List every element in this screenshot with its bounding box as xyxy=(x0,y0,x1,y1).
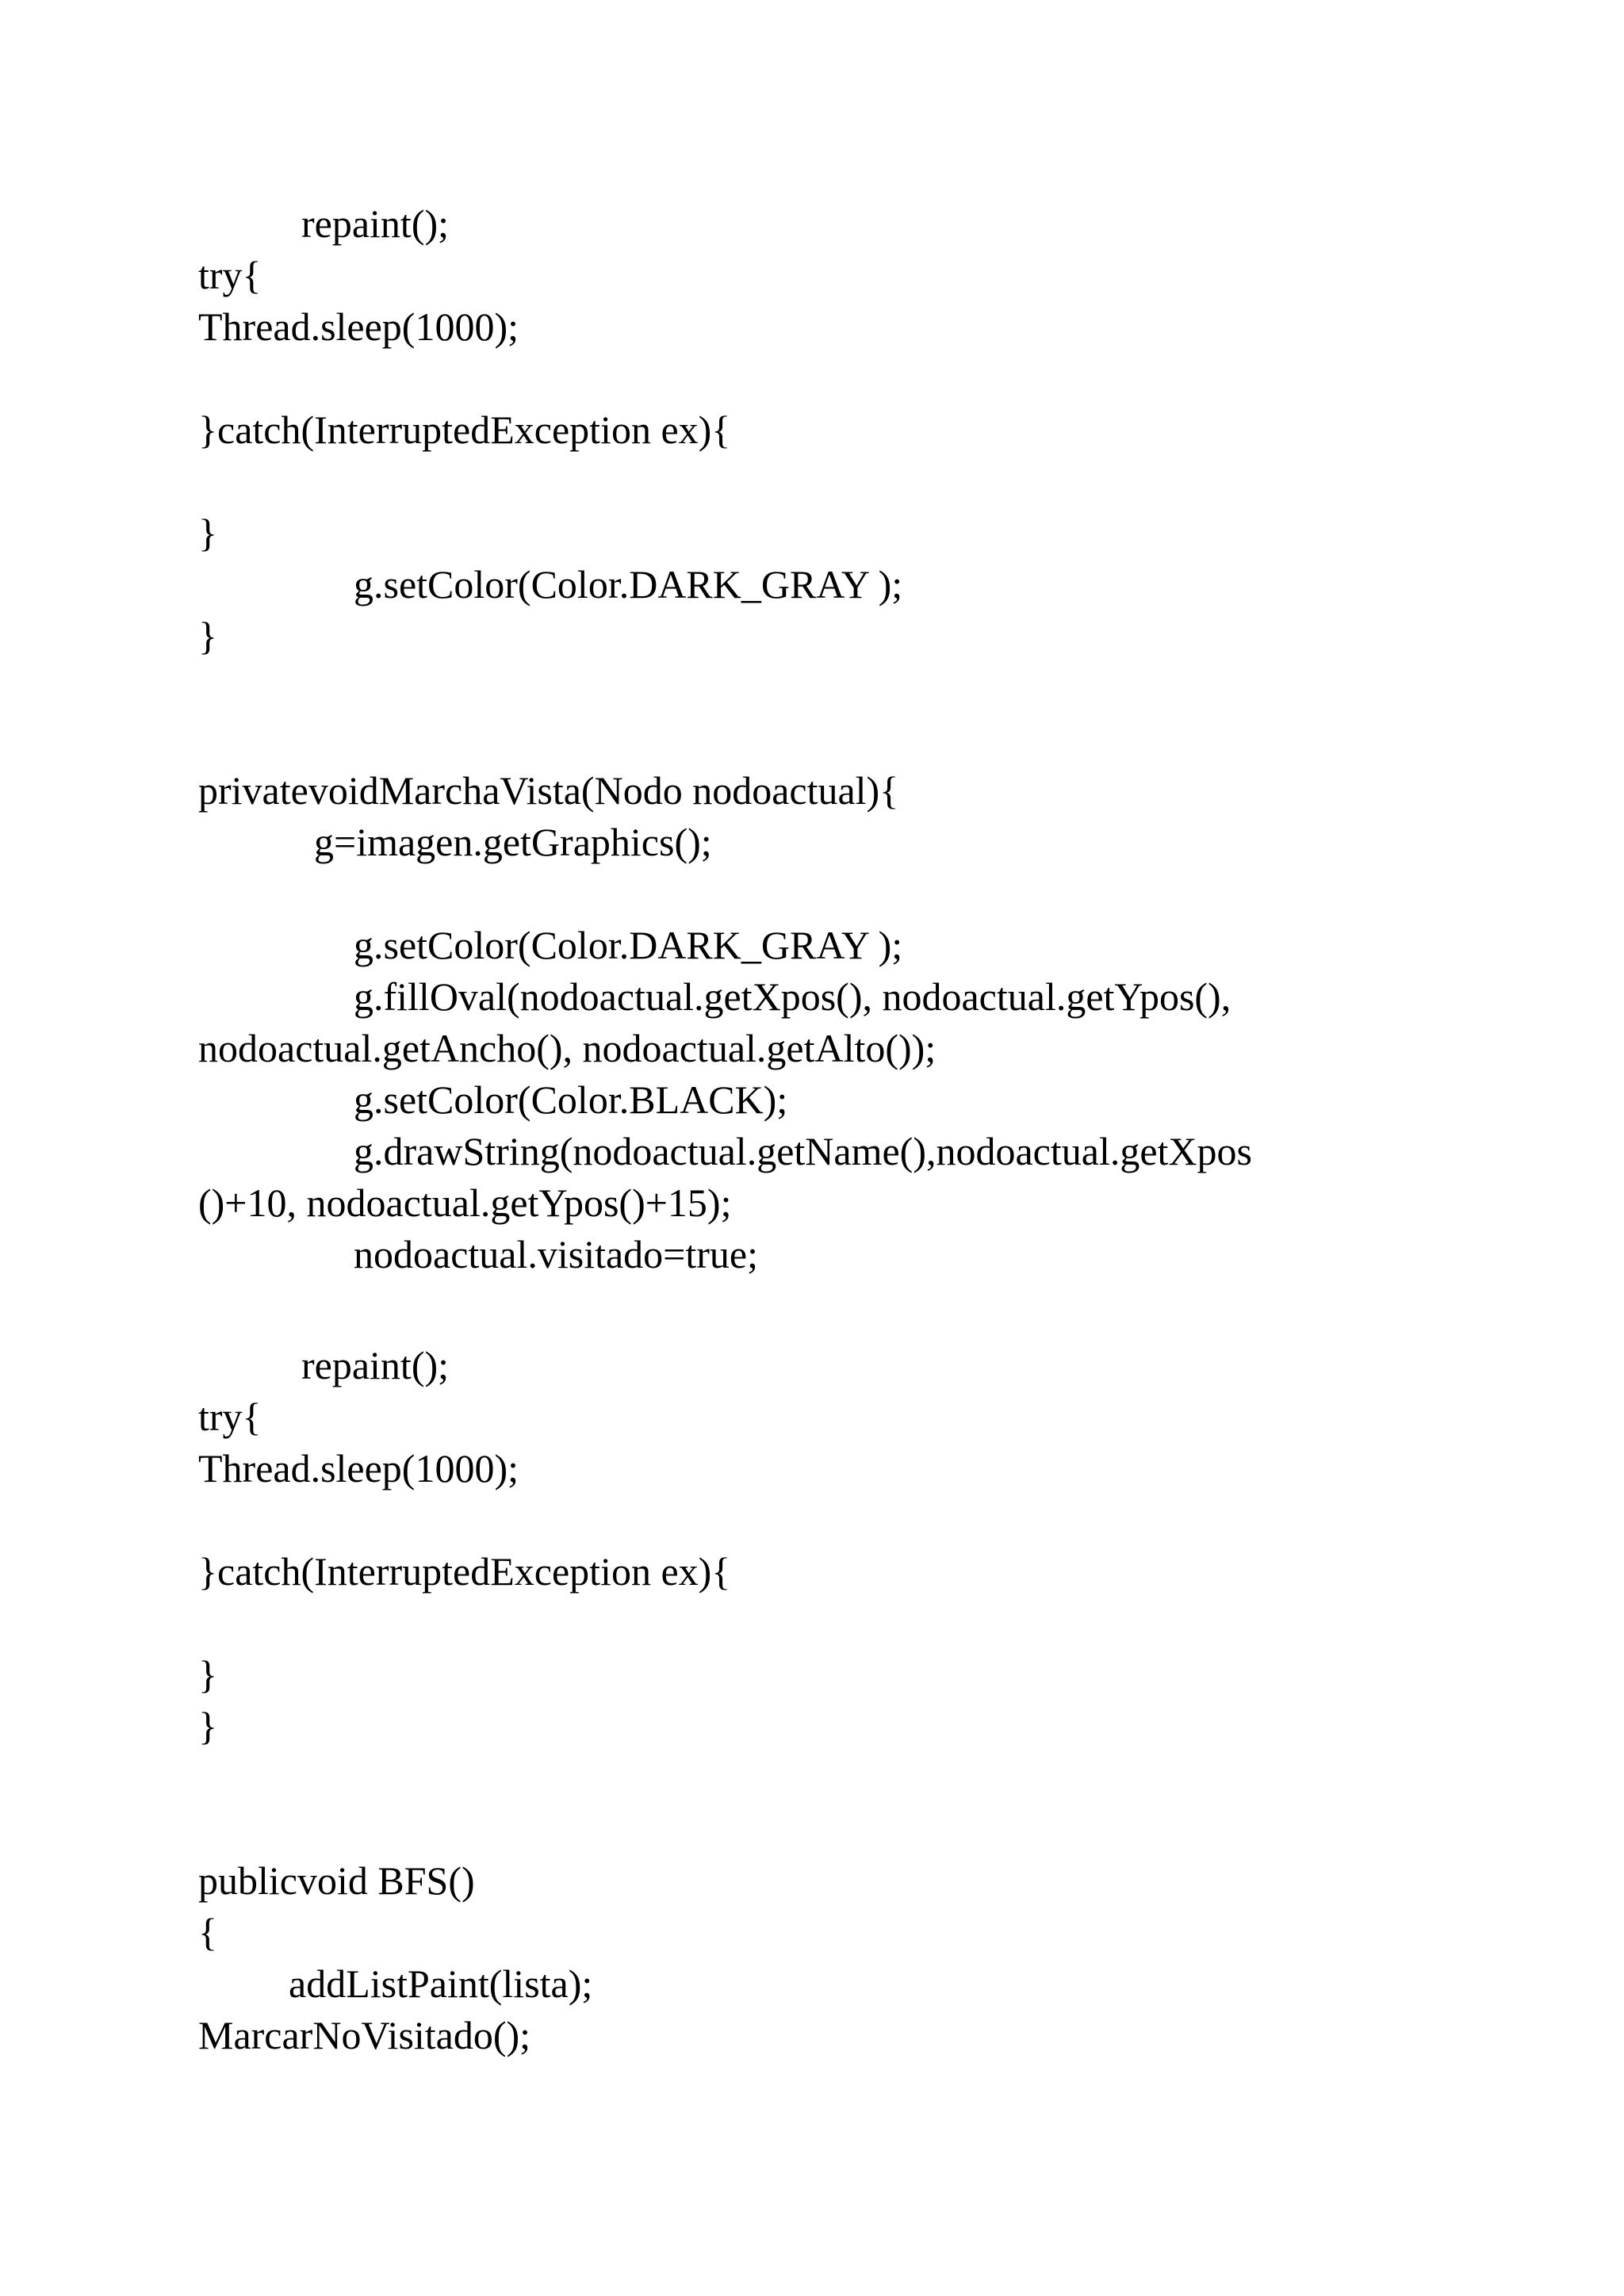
code-line: addListPaint(lista); xyxy=(289,1961,593,2006)
code-line: g.setColor(Color.DARK_GRAY ); xyxy=(354,923,903,967)
code-line: g=imagen.getGraphics(); xyxy=(314,820,712,864)
code-line: nodoactual.getAncho(), nodoactual.getAlto()); xyxy=(198,1026,936,1070)
code-line: try{ xyxy=(198,1395,262,1439)
code-line: nodoactual.visitado=true; xyxy=(354,1232,759,1276)
code-line: ()+10, nodoactual.getYpos()+15); xyxy=(198,1181,732,1225)
code-line: try{ xyxy=(198,253,262,297)
code-line: { xyxy=(198,1910,217,1954)
code-line: MarcarNoVisitado(); xyxy=(198,2013,531,2057)
code-line: repaint(); xyxy=(301,1343,450,1387)
code-line: } xyxy=(198,511,217,555)
method-signature: publicvoid BFS() xyxy=(198,1858,475,1903)
code-line: repaint(); xyxy=(301,201,450,246)
code-line: g.fillOval(nodoactual.getXpos(), nodoactual.getYpos(), xyxy=(354,974,1231,1019)
code-line: g.setColor(Color.DARK_GRAY ); xyxy=(354,562,903,607)
code-line: Thread.sleep(1000); xyxy=(198,1446,519,1490)
code-line: Thread.sleep(1000); xyxy=(198,304,519,349)
code-line: }catch(InterruptedException ex){ xyxy=(198,1549,731,1594)
code-line: g.drawString(nodoactual.getName(),nodoactual.getXpos xyxy=(354,1129,1252,1173)
code-line: g.setColor(Color.BLACK); xyxy=(354,1077,788,1122)
method-signature: privatevoidMarchaVista(Nodo nodoactual){ xyxy=(198,768,899,813)
code-line: }catch(InterruptedException ex){ xyxy=(198,408,731,452)
code-line: } xyxy=(198,1652,217,1697)
code-line: } xyxy=(198,1704,217,1748)
code-line: } xyxy=(198,614,217,658)
